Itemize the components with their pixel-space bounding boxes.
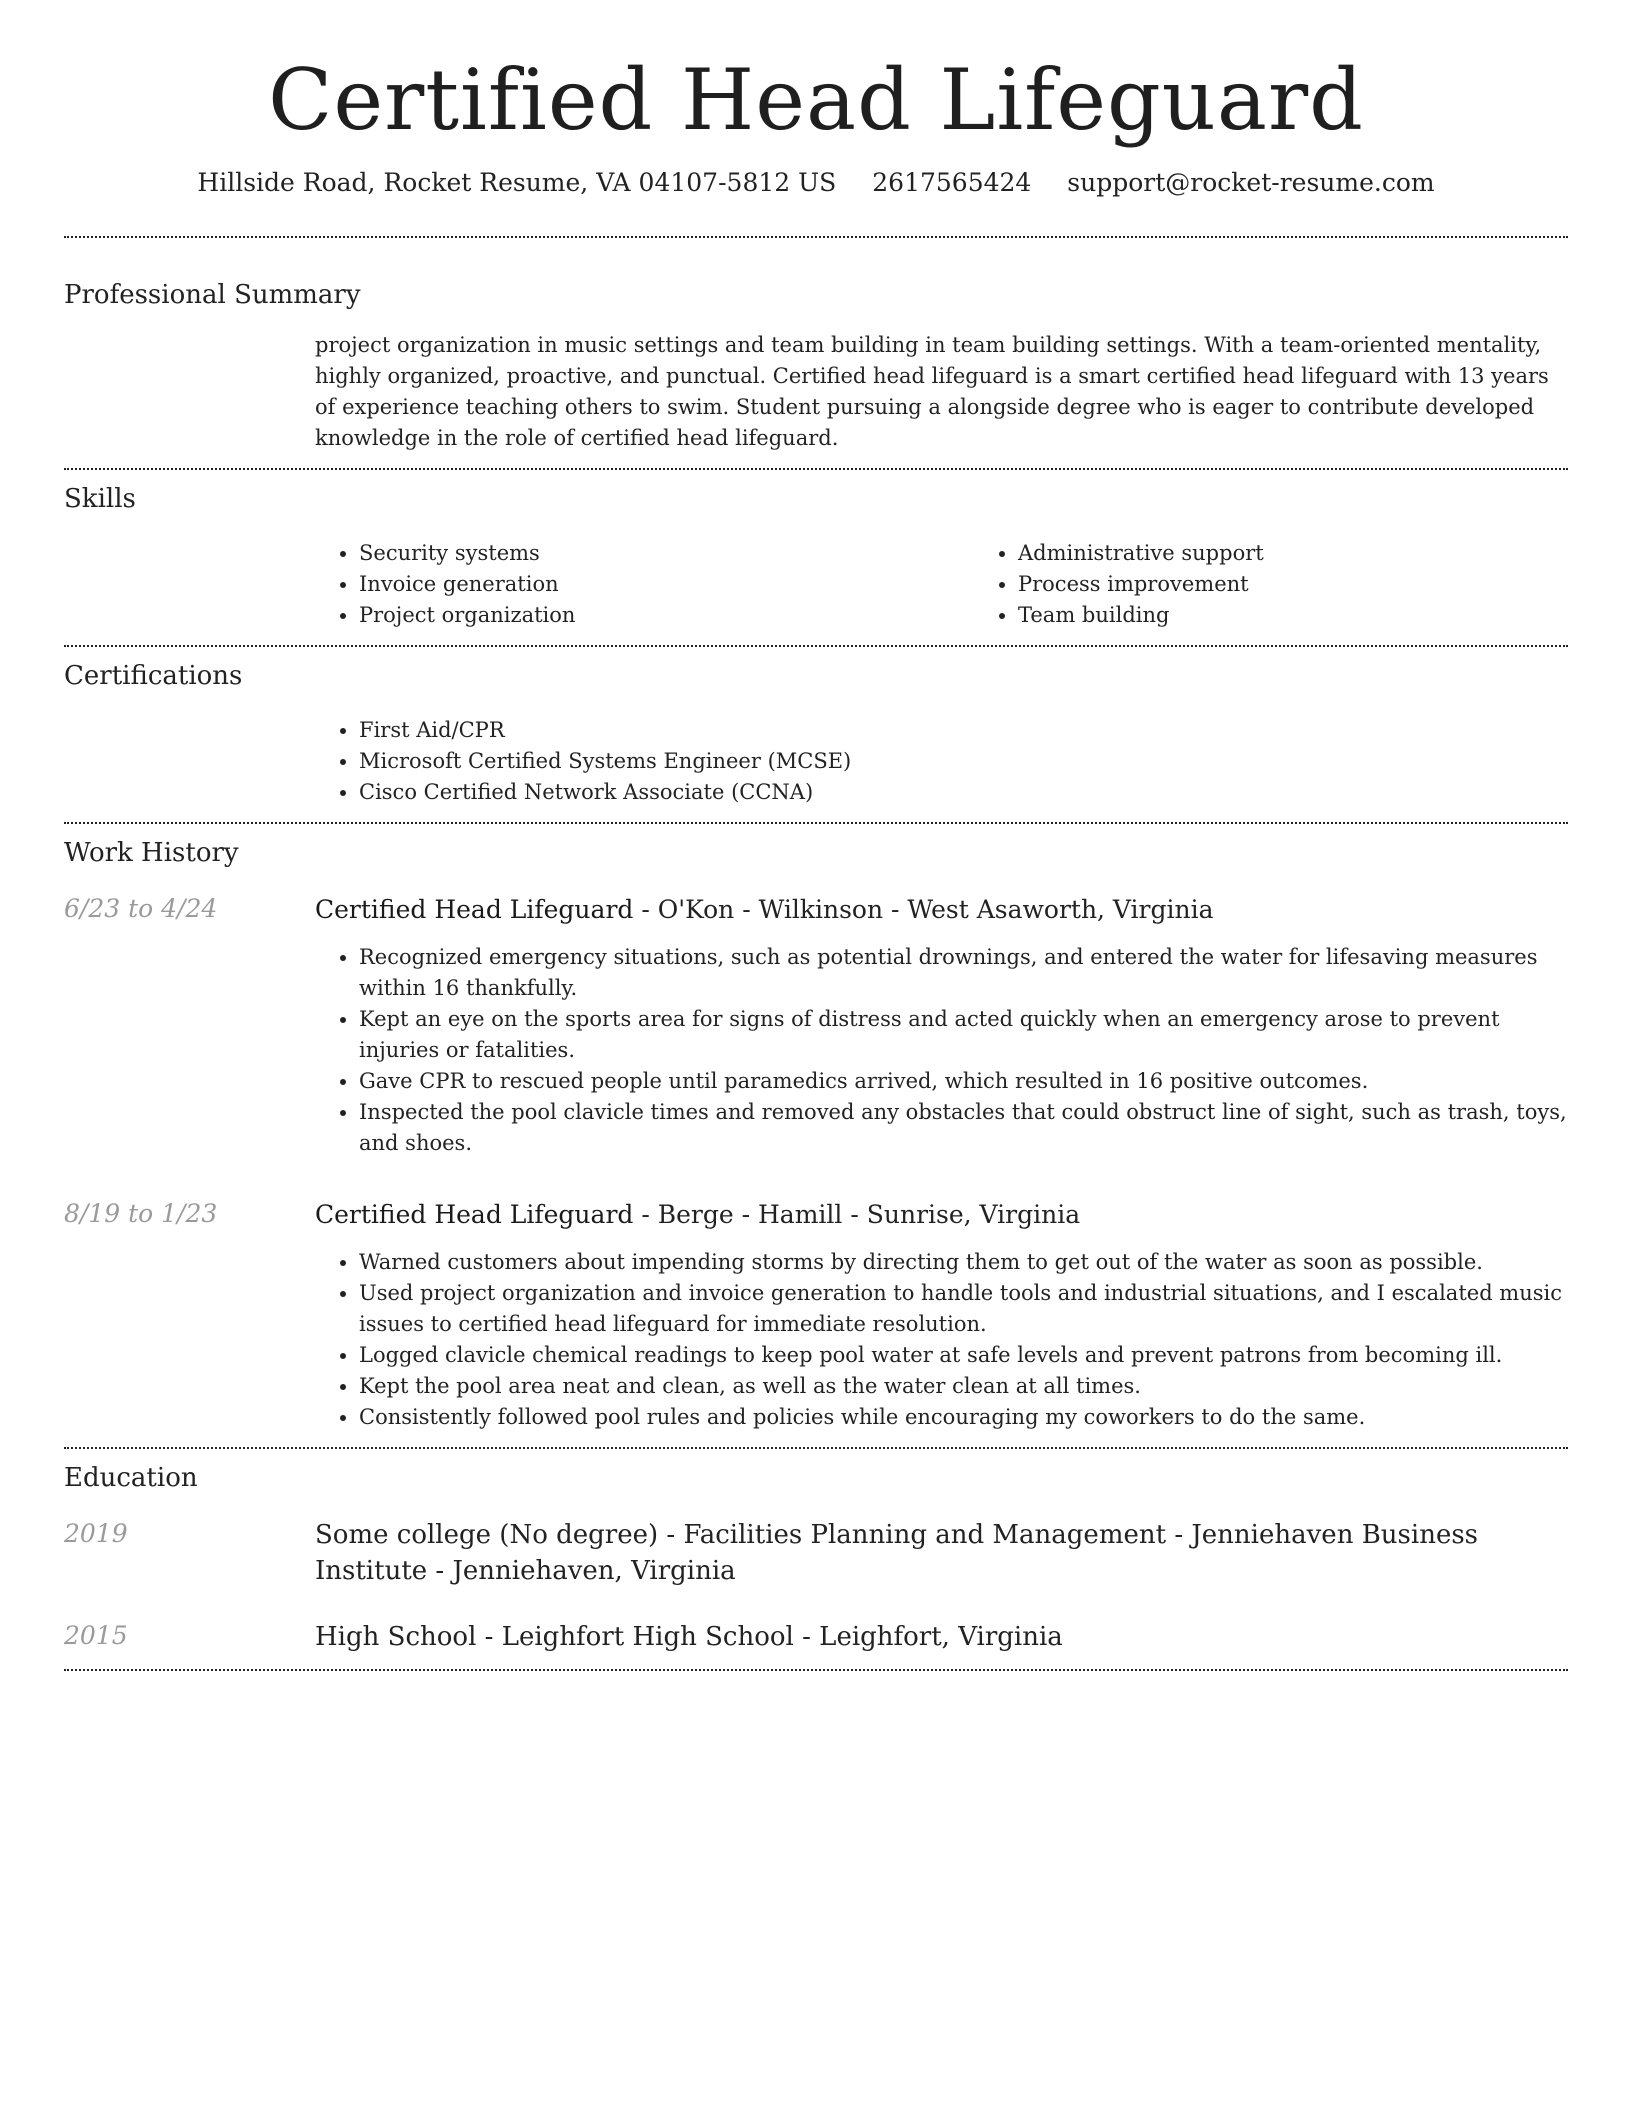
certification-item: • First Aid/CPR	[359, 715, 1568, 746]
summary-text: project organization in music settings and team building in team building settings. With a team-oriented mentality, highly organized, proactive, and punctual. Certified head lifeguard is a smart certified head lifeguard with 13 years of experience teaching others to swim. Student pursuing a alongside degree who is eager to contribute developed knowledge in the role of certified head lifeguard.	[315, 333, 1549, 450]
education-entry	[64, 1619, 1568, 1655]
summary-row	[64, 330, 1568, 454]
job-details: - O'Kon - Wilkinson - West Asaworth, Virginia	[633, 895, 1214, 924]
job-details: - Berge - Hamill - Sunrise, Virginia	[633, 1200, 1081, 1229]
certifications-left-spacer	[64, 715, 315, 808]
certifications-body	[315, 715, 1568, 808]
skill-item: • Administrative support	[1018, 538, 1632, 569]
education-details: - Facilities Planning and Management - Jenniehaven Business Institute - Jenniehaven, Virginia	[315, 1520, 1479, 1586]
job-title	[315, 1197, 1568, 1233]
job-entry	[64, 1197, 1568, 1433]
skills-section	[64, 482, 1568, 647]
education-entry	[64, 1517, 1568, 1589]
education-title	[315, 1619, 1568, 1655]
job-bullet: • Used project organization and invoice generation to handle tools and industrial situations, and I escalated music issues to certified head lifeguard for immediate resolution.	[359, 1278, 1568, 1340]
education-heading: Education	[64, 1463, 198, 1493]
education-title	[315, 1517, 1568, 1589]
job-body	[315, 892, 1568, 1159]
work-history-heading: Work History	[64, 838, 239, 868]
contact-phone: 2617565424	[872, 168, 1032, 197]
certifications-list	[315, 715, 1568, 808]
education-section	[64, 1461, 1568, 1671]
summary-heading: Professional Summary	[64, 280, 361, 310]
education-details: - Leighfort High School - Leighfort, Virginia	[476, 1622, 1063, 1652]
skills-list-right	[974, 538, 1632, 631]
skills-heading: Skills	[64, 484, 136, 514]
skills-grid	[315, 538, 1632, 631]
job-entry	[64, 892, 1568, 1159]
skill-item: • Project organization	[359, 600, 974, 631]
job-bullets	[315, 1247, 1568, 1433]
skills-left-spacer	[64, 538, 315, 631]
certifications-section	[64, 659, 1568, 824]
job-dates: 6/23 to 4/24	[64, 894, 218, 923]
education-year: 2015	[64, 1621, 128, 1650]
education-body	[315, 1517, 1568, 1589]
certification-item: • Cisco Certified Network Associate (CCNA)	[359, 777, 1568, 808]
summary-body	[315, 330, 1568, 454]
skills-row	[64, 538, 1568, 631]
certification-item: • Microsoft Certified Systems Engineer (MCSE)	[359, 746, 1568, 777]
education-degree: High School	[315, 1622, 477, 1652]
skills-divider	[64, 645, 1568, 647]
job-bullet: • Kept an eye on the sports area for signs of distress and acted quickly when an emergency arose to prevent injuries or fatalities.	[359, 1004, 1568, 1066]
skill-item: • Team building	[1018, 600, 1632, 631]
resume-name: Certified Head Lifeguard	[268, 51, 1364, 149]
education-year: 2019	[64, 1519, 128, 1548]
job-bullet: • Gave CPR to rescued people until paramedics arrived, which resulted in 16 positive outcomes.	[359, 1066, 1568, 1097]
skill-item: • Security systems	[359, 538, 974, 569]
skill-item: • Invoice generation	[359, 569, 974, 600]
contact-address: Hillside Road, Rocket Resume, VA 04107-5812 US	[197, 168, 837, 197]
job-bullet: • Logged clavicle chemical readings to keep pool water at safe levels and prevent patrons from becoming ill.	[359, 1340, 1568, 1371]
job-bullet: • Inspected the pool clavicle times and removed any obstacles that could obstruct line of sight, such as trash, toys, and shoes.	[359, 1097, 1568, 1159]
contact-line	[64, 166, 1568, 200]
job-bullet: • Kept the pool area neat and clean, as well as the water clean at all times.	[359, 1371, 1568, 1402]
skill-item: • Process improvement	[1018, 569, 1632, 600]
job-role: Certified Head Lifeguard	[315, 895, 634, 924]
certifications-row	[64, 715, 1568, 808]
contact-email: support@rocket-resume.com	[1067, 168, 1435, 197]
job-role: Certified Head Lifeguard	[315, 1200, 634, 1229]
summary-section	[64, 278, 1568, 470]
education-body	[315, 1619, 1568, 1655]
job-title	[315, 892, 1568, 928]
header-divider	[64, 236, 1568, 238]
summary-left-spacer	[64, 330, 315, 454]
job-bullet: • Recognized emergency situations, such as potential drownings, and entered the water for lifesaving measures within 16 thankfully.	[359, 942, 1568, 1004]
summary-divider	[64, 468, 1568, 470]
education-degree: Some college (No degree)	[315, 1520, 659, 1550]
job-body	[315, 1197, 1568, 1433]
work-history-divider	[64, 1447, 1568, 1449]
work-history-section	[64, 836, 1568, 1449]
job-dates: 8/19 to 1/23	[64, 1199, 218, 1228]
certifications-divider	[64, 822, 1568, 824]
certifications-heading: Certifications	[64, 661, 243, 691]
job-bullet: • Consistently followed pool rules and policies while encouraging my coworkers to do the same.	[359, 1402, 1568, 1433]
job-bullet: • Warned customers about impending storms by directing them to get out of the water as soon as possible.	[359, 1247, 1568, 1278]
skills-list-left	[315, 538, 974, 631]
education-divider	[64, 1669, 1568, 1671]
job-bullets	[315, 942, 1568, 1159]
